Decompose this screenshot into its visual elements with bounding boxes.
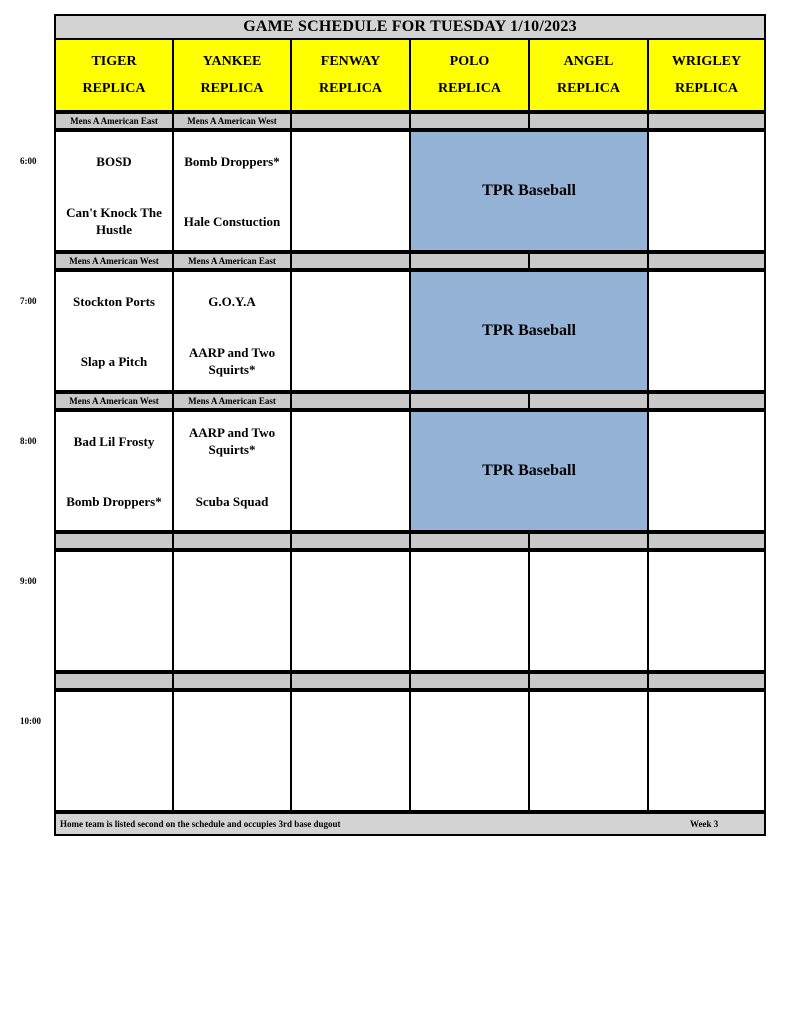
field-type: REPLICA bbox=[82, 81, 146, 96]
field-name: FENWAY bbox=[320, 54, 381, 69]
division-label bbox=[54, 672, 174, 690]
empty-cell bbox=[172, 550, 292, 672]
empty-cell bbox=[647, 550, 766, 672]
time-label: 10:00 bbox=[20, 716, 41, 726]
division-label: Mens A American East bbox=[54, 112, 174, 130]
empty-cell bbox=[290, 550, 411, 672]
division-label bbox=[409, 532, 530, 550]
away-team: AARP and Two Squirts* bbox=[188, 425, 276, 457]
empty-cell bbox=[647, 410, 766, 532]
empty-cell bbox=[290, 690, 411, 812]
empty-cell bbox=[409, 690, 530, 812]
division-label bbox=[290, 532, 411, 550]
division-label: Mens A American West bbox=[54, 392, 174, 410]
week-label: Week 3 bbox=[690, 819, 719, 829]
field-name: WRIGLEY bbox=[671, 54, 742, 69]
field-type: REPLICA bbox=[318, 81, 382, 96]
away-team: BOSD bbox=[96, 153, 132, 169]
away-team: Stockton Ports bbox=[73, 293, 155, 309]
field-name: TIGER bbox=[91, 54, 137, 69]
division-label bbox=[647, 112, 766, 130]
division-label bbox=[172, 672, 292, 690]
division-label bbox=[290, 112, 411, 130]
field-header-tiger bbox=[54, 40, 174, 112]
home-team: Can't Knock The Hustle bbox=[66, 205, 162, 237]
empty-cell bbox=[54, 550, 174, 672]
game-cell bbox=[54, 130, 174, 252]
empty-cell bbox=[647, 130, 766, 252]
division-label bbox=[54, 532, 174, 550]
empty-cell bbox=[54, 690, 174, 812]
time-label: 6:00 bbox=[20, 156, 37, 166]
time-label: 7:00 bbox=[20, 296, 37, 306]
home-team: Scuba Squad bbox=[195, 493, 269, 509]
division-label bbox=[528, 392, 649, 410]
empty-cell bbox=[409, 550, 530, 672]
empty-cell bbox=[290, 130, 411, 252]
field-header-fenway bbox=[290, 40, 411, 112]
home-team: Bomb Droppers* bbox=[66, 493, 162, 509]
field-header-angel bbox=[528, 40, 649, 112]
game-cell bbox=[54, 410, 174, 532]
game-cell bbox=[172, 410, 292, 532]
field-header-polo bbox=[409, 40, 530, 112]
field-name: YANKEE bbox=[202, 54, 262, 69]
division-label bbox=[290, 392, 411, 410]
time-label: 9:00 bbox=[20, 576, 37, 586]
home-team: Hale Constuction bbox=[183, 213, 281, 229]
footer-note: Home team is listed second on the schedule and occupies 3rd base dugout bbox=[60, 819, 341, 829]
field-header-yankee bbox=[172, 40, 292, 112]
empty-cell bbox=[290, 410, 411, 532]
game-cell bbox=[54, 270, 174, 392]
division-label: Mens A American West bbox=[172, 112, 292, 130]
reserved-block: TPR Baseball bbox=[409, 270, 649, 392]
empty-cell bbox=[528, 690, 649, 812]
division-label bbox=[647, 392, 766, 410]
reserved-block: TPR Baseball bbox=[409, 130, 649, 252]
empty-cell bbox=[647, 690, 766, 812]
division-label bbox=[409, 252, 530, 270]
away-team: Bomb Droppers* bbox=[184, 153, 280, 169]
game-cell bbox=[172, 130, 292, 252]
field-type: REPLICA bbox=[200, 81, 264, 96]
division-label bbox=[647, 672, 766, 690]
division-label bbox=[172, 532, 292, 550]
division-label: Mens A American East bbox=[172, 392, 292, 410]
field-type: REPLICA bbox=[674, 81, 738, 96]
empty-cell bbox=[172, 690, 292, 812]
division-label bbox=[290, 672, 411, 690]
division-label: Mens A American West bbox=[54, 252, 174, 270]
division-label bbox=[528, 252, 649, 270]
division-label bbox=[647, 252, 766, 270]
schedule-footer bbox=[54, 812, 766, 836]
schedule-title: GAME SCHEDULE FOR TUESDAY 1/10/2023 bbox=[54, 14, 766, 40]
home-team: AARP and Two Squirts* bbox=[188, 345, 276, 377]
empty-cell bbox=[647, 270, 766, 392]
field-name: ANGEL bbox=[563, 54, 614, 69]
away-team: G.O.Y.A bbox=[208, 293, 256, 309]
empty-cell bbox=[290, 270, 411, 392]
division-label bbox=[409, 392, 530, 410]
home-team: Slap a Pitch bbox=[80, 353, 148, 369]
division-label bbox=[528, 112, 649, 130]
reserved-block: TPR Baseball bbox=[409, 410, 649, 532]
time-label: 8:00 bbox=[20, 436, 37, 446]
division-label bbox=[409, 112, 530, 130]
empty-cell bbox=[528, 550, 649, 672]
field-name: POLO bbox=[449, 54, 490, 69]
division-label bbox=[528, 672, 649, 690]
field-type: REPLICA bbox=[437, 81, 501, 96]
game-cell bbox=[172, 270, 292, 392]
division-label: Mens A American East bbox=[172, 252, 292, 270]
field-type: REPLICA bbox=[556, 81, 620, 96]
division-label bbox=[528, 532, 649, 550]
division-label bbox=[409, 672, 530, 690]
division-label bbox=[647, 532, 766, 550]
field-header-wrigley bbox=[647, 40, 766, 112]
away-team: Bad Lil Frosty bbox=[73, 433, 155, 449]
division-label bbox=[290, 252, 411, 270]
